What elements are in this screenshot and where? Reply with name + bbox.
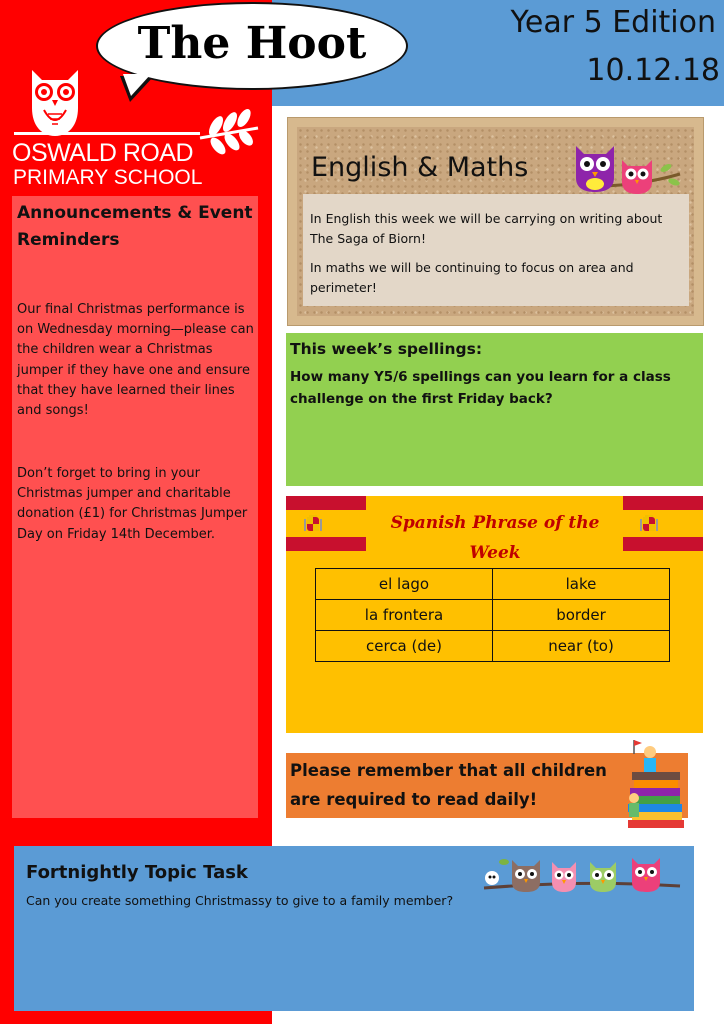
reading-reminder-text: Please remember that all children are required to read daily! <box>290 761 607 809</box>
english-translation: border <box>493 600 670 631</box>
english-translation: near (to) <box>493 631 670 662</box>
spellings-title: This week’s spellings: <box>290 340 483 358</box>
spain-flag-stripe <box>623 537 703 551</box>
spain-flag-stripe <box>286 496 366 510</box>
speech-bubble-tail-fill <box>123 74 151 96</box>
phrase-row <box>316 600 670 631</box>
owl-logo-icon <box>22 64 88 140</box>
edition-date: 10.12.18 <box>586 53 720 88</box>
english-paragraph: In English this week we will be carrying on writing about The Saga of Biorn! <box>310 211 663 246</box>
spanish-title: Spanish Phrase of the Week <box>390 513 600 563</box>
announcements-title: Announcements & Event Reminders <box>17 203 253 250</box>
coat-of-arms-icon <box>302 513 324 535</box>
spanish-phrase-table <box>315 568 670 662</box>
owls-on-branch-icon <box>566 136 684 206</box>
school-name-line2: PRIMARY SCHOOL <box>13 166 203 189</box>
announcement-paragraph: Our final Christmas performance is on Wednesday morning—please can the children wear a Christmas jumper if they have one and ensure that they have learned their lines and songs! <box>17 302 254 419</box>
topic-task-text: Can you create something Christmassy to give to a family member? <box>26 893 454 908</box>
spanish-phrase: cerca (de) <box>316 631 493 662</box>
topic-task-title: Fortnightly Topic Task <box>26 862 248 883</box>
spain-flag-stripe <box>286 537 366 551</box>
maths-paragraph: In maths we will be continuing to focus on area and perimeter! <box>310 260 634 295</box>
edition-label: Year 5 Edition <box>510 5 716 40</box>
spain-flag-stripe <box>623 496 703 510</box>
spellings-text: How many Y5/6 spellings can you learn for a class challenge on the first Friday back? <box>290 369 671 407</box>
book-stack-icon <box>624 738 688 834</box>
newsletter-title: The Hoot <box>137 18 367 69</box>
english-translation: lake <box>493 569 670 600</box>
spanish-phrase: la frontera <box>316 600 493 631</box>
announcement-paragraph: Don’t forget to bring in your Christmas jumper and charitable donation (£1) for Christmas Jumper Day on Friday 14th December. <box>17 466 248 542</box>
coat-of-arms-icon <box>638 513 660 535</box>
logo-divider <box>14 132 200 135</box>
phrase-row <box>316 569 670 600</box>
owl-family-icon <box>482 850 682 896</box>
phrase-row <box>316 631 670 662</box>
school-name-line1: OSWALD ROAD <box>12 139 194 167</box>
spanish-phrase: el lago <box>316 569 493 600</box>
english-maths-title: English & Maths <box>311 152 529 183</box>
leaf-sprig-icon <box>196 108 262 158</box>
